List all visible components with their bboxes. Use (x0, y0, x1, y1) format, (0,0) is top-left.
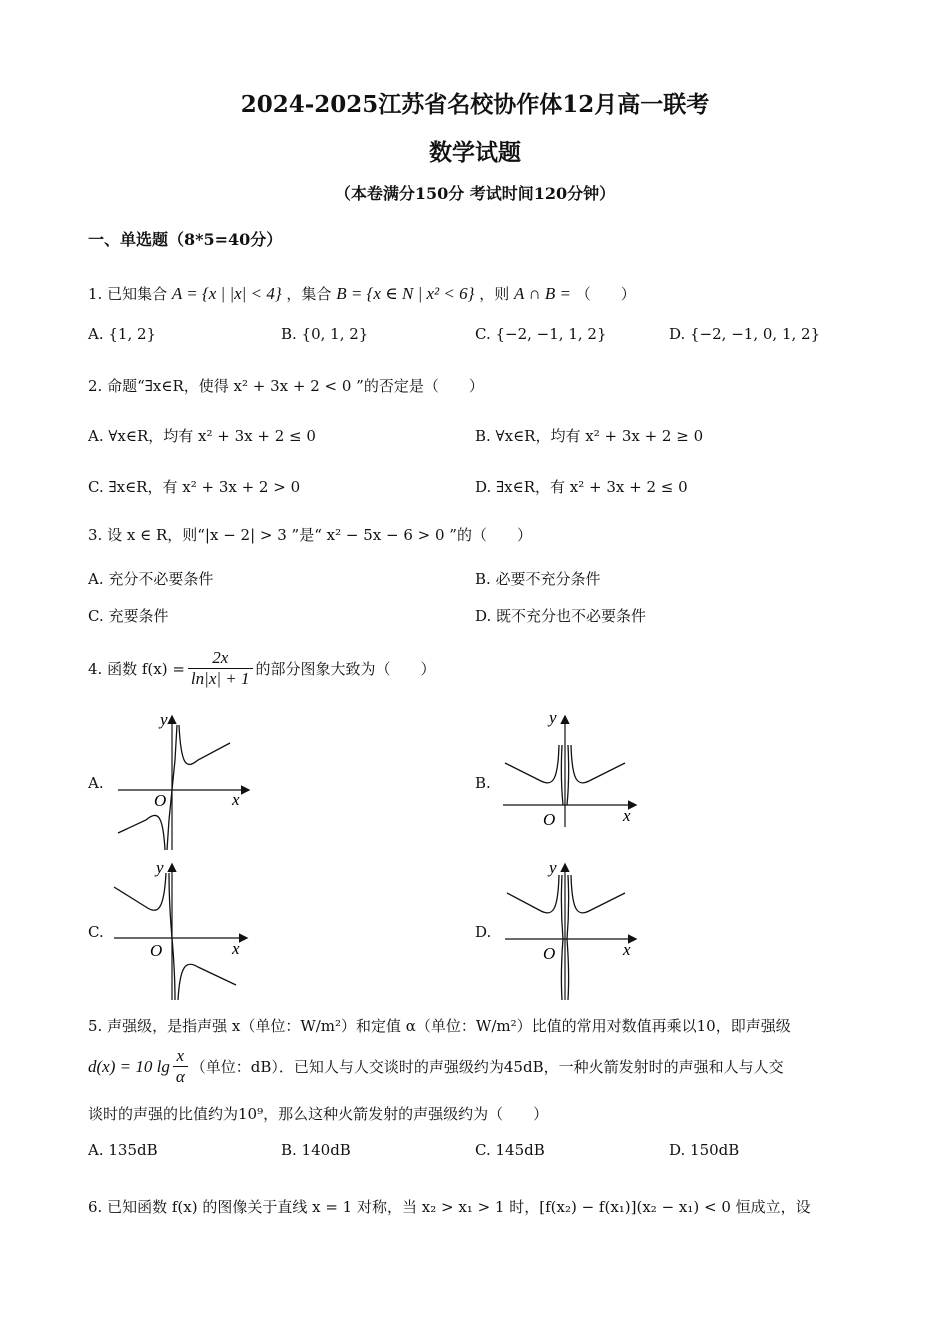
question-3 (88, 524, 532, 545)
q4-graph-a[interactable] (108, 705, 258, 853)
q5-line1: 声强级，是指声强 x（单位：W/m²）和定值 α（单位：W/m²）比值的常用对数值再乘以10，即声强级 (107, 1017, 791, 1035)
q5-option-b[interactable]: B. 140dB (281, 1141, 351, 1159)
q5-num: 5. (88, 1017, 103, 1035)
q3-text: 设 x ∈ R，则“|x − 2| > 3 ”是“ x² − 5x − 6 > 0 ”的（ ） (107, 526, 532, 544)
axis-x-label: x (623, 806, 631, 825)
q2-option-a[interactable]: A. ∀x∈R，均有 x² + 3x + 2 ≤ 0 (88, 427, 316, 445)
axis-x-label: x (232, 939, 240, 958)
q5-fraction (173, 1046, 188, 1087)
q5-option-c[interactable]: C. 145dB (475, 1141, 545, 1159)
q2-option-d[interactable]: D. ∃x∈R，有 x² + 3x + 2 ≤ 0 (475, 478, 688, 496)
q5-formula-line (88, 1046, 784, 1087)
q4-option-d[interactable]: D. (475, 923, 492, 941)
q1-expr: A ∩ B = (514, 284, 571, 303)
q6-text: 已知函数 f(x) 的图像关于直线 x = 1 对称，当 x₂ > x₁ > 1 时，[f(x₂) − f(x₁)](x₂ − x₁) < 0 恒成立，设 (107, 1198, 811, 1216)
q1-option-a[interactable]: A. {1, 2} (88, 325, 157, 343)
origin-label: O (543, 810, 556, 829)
q3-option-b[interactable]: B. 必要不充分条件 (475, 570, 601, 588)
q1-option-d[interactable]: D. {−2, −1, 0, 1, 2} (669, 325, 821, 343)
q5-option-d[interactable]: D. 150dB (669, 1141, 740, 1159)
question-5 (88, 1016, 863, 1036)
q1-option-b[interactable]: B. {0, 1, 2} (281, 325, 369, 343)
q4-fraction (188, 648, 253, 689)
q5-frac-den: α (175, 1067, 185, 1086)
q3-option-c[interactable]: C. 充要条件 (88, 607, 169, 625)
axis-y-label: y (549, 858, 557, 877)
q4-option-c[interactable]: C. (88, 923, 104, 941)
q5-line2-b: （单位：dB）．已知人与人交谈时的声强级约为45dB，一种火箭发射时的声强和人与人交 (190, 1058, 784, 1076)
q5-line3: 谈时的声强的比值约为10⁹，那么这种火箭发射的声强级约为（ ） (88, 1105, 549, 1123)
q4-graph-b[interactable] (495, 705, 645, 830)
q4-graph-c[interactable] (108, 855, 258, 1003)
q5-frac-num: x (173, 1046, 188, 1067)
q1-text-b: ，集合 (286, 285, 332, 303)
axis-y-label: y (156, 858, 164, 877)
exam-note: （本卷满分150分 考试时间120分钟） (334, 184, 616, 203)
q1-num: 1. (88, 285, 103, 303)
axis-x-label: x (623, 940, 631, 959)
q4-num: 4. (88, 659, 103, 678)
question-2 (88, 375, 484, 396)
q4-frac-num: 2x (188, 648, 253, 669)
q4-option-a[interactable]: A. (88, 774, 104, 792)
q1-option-c[interactable]: C. {−2, −1, 1, 2} (475, 325, 607, 343)
q3-option-a[interactable]: A. 充分不必要条件 (88, 570, 214, 588)
question-4 (88, 648, 436, 689)
question-6 (88, 1196, 811, 1217)
axis-x-label: x (232, 790, 240, 809)
exam-subtitle: 数学试题 (429, 139, 521, 166)
q1-paren: （ ） (575, 285, 636, 303)
q4-option-b[interactable]: B. (475, 774, 491, 792)
q2-num: 2. (88, 377, 103, 395)
axis-y-label: y (160, 710, 168, 729)
q1-text-c: ，则 (479, 285, 510, 303)
q5-line2-a: d(x) = 10 lg (88, 1056, 170, 1076)
q4-text-a: 函数 f(x) = (107, 660, 185, 678)
origin-label: O (543, 944, 556, 963)
q5-option-a[interactable]: A. 135dB (88, 1141, 158, 1159)
q2-option-b[interactable]: B. ∀x∈R，均有 x² + 3x + 2 ≥ 0 (475, 427, 704, 445)
q2-option-c[interactable]: C. ∃x∈R，有 x² + 3x + 2 > 0 (88, 478, 301, 496)
exam-title: 2024-2025江苏省名校协作体12月高一联考 (240, 91, 710, 118)
question-1 (88, 283, 636, 304)
q1-set-b: B = {x ∈ N | x² < 6} (336, 284, 475, 303)
q4-text-b: 的部分图象大致为（ ） (255, 660, 436, 678)
q4-frac-den: ln|x| + 1 (190, 669, 250, 688)
origin-label: O (154, 791, 167, 810)
q3-option-d[interactable]: D. 既不充分也不必要条件 (475, 607, 647, 625)
q2-text: 命题“∃x∈R，使得 x² + 3x + 2 < 0 ”的否定是（ ） (107, 377, 484, 395)
q4-graph-d[interactable] (495, 855, 645, 1003)
q1-text-a: 已知集合 (107, 285, 168, 303)
axis-y-label: y (549, 708, 557, 727)
origin-label: O (150, 941, 163, 960)
q3-num: 3. (88, 526, 103, 544)
q1-set-a: A = {x | |x| < 4} (171, 284, 282, 303)
q6-num: 6. (88, 1198, 103, 1216)
section-title: 一、单选题（8*5=40分） (88, 230, 283, 249)
